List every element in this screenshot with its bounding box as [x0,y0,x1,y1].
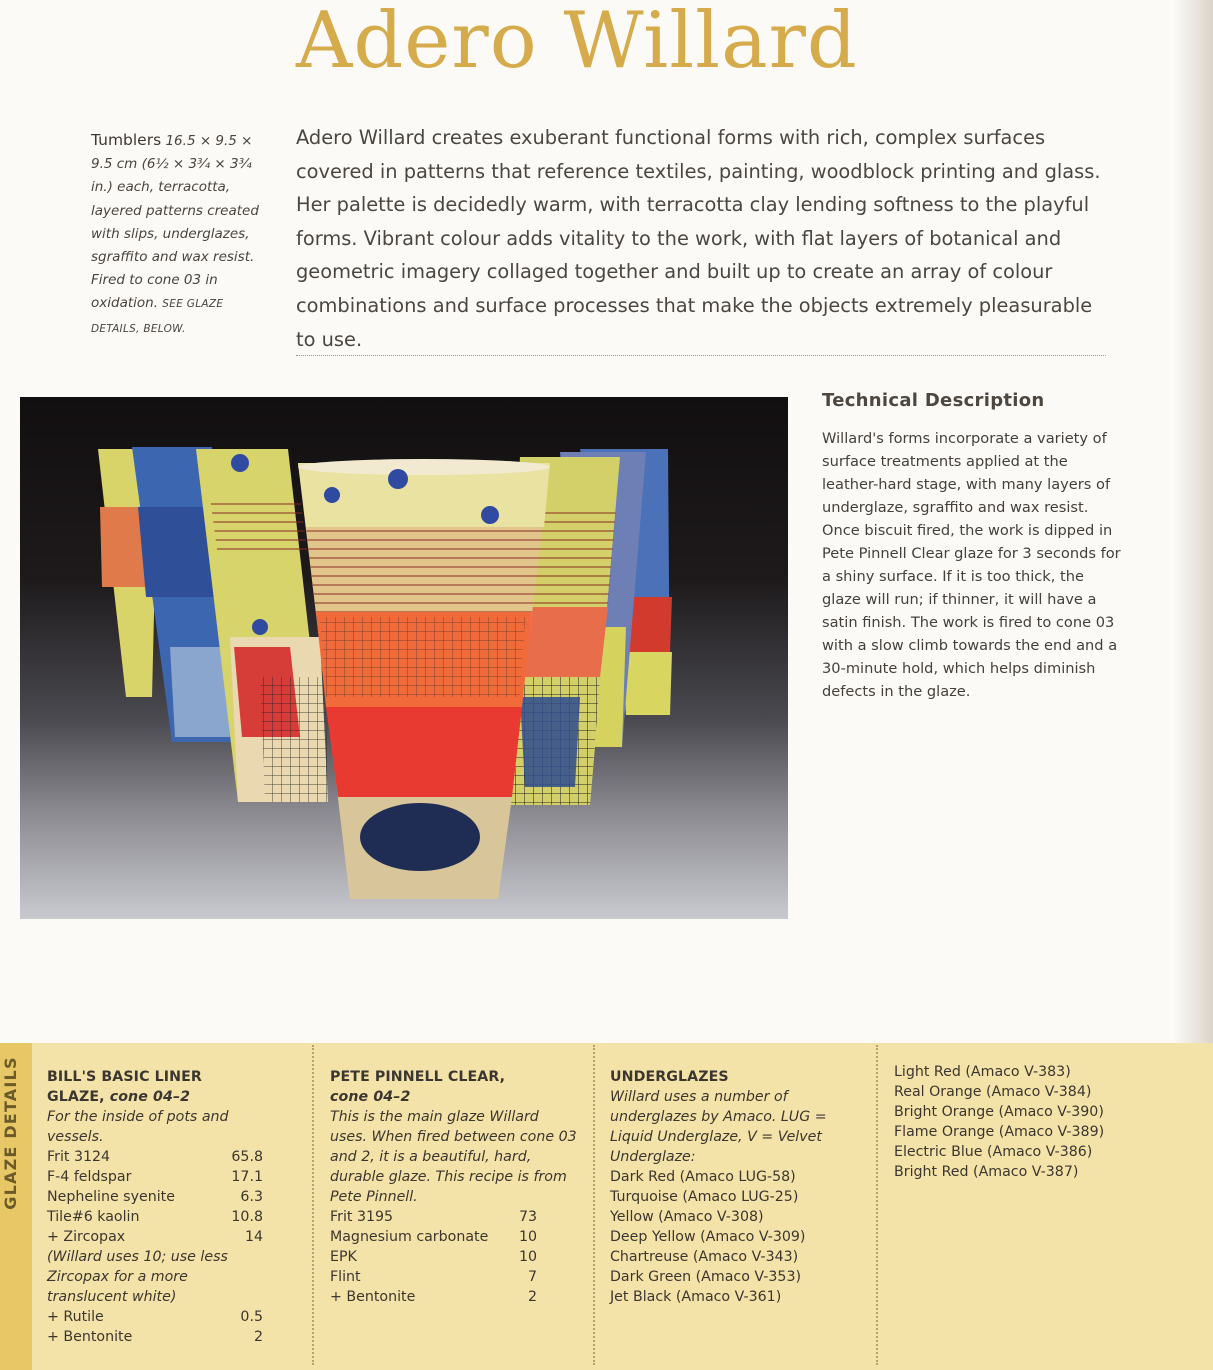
recipe-row: Nepheline syenite 6.3 [47,1189,263,1205]
glaze-details-label: GLAZE DETAILS [1,1056,20,1210]
tumblers-illustration [20,397,788,919]
technical-body: Willard's forms incorporate a variety of surface treatments applied at the leather-hard stage, with many layers of underglaze, sgraffito and wax resist. Once biscuit fired, the work is dipped in Pete Pinnell Clear glaze for 3 seconds for a shiny surface. If it is too thick, the glaze will run; if thinner, it will have a satin finish. The work is fired to cone 03 with a slow climb towards the end and a 30-minute hold, which helps diminish defects in the glaze. [822,430,1121,700]
underglaze-item: Chartreuse (Amaco V-343) [610,1249,799,1265]
column-divider [593,1045,595,1365]
recipe-row: + Bentonite 2 [330,1289,537,1305]
recipe-title: UNDERGLAZES [610,1069,729,1085]
recipe-row: F-4 feldspar 17.1 [47,1169,263,1185]
recipe-row: + Zircopax 14 [47,1229,263,1245]
recipe-title: BILL'S BASIC LINER GLAZE, cone 04–2 [47,1069,202,1105]
underglaze-item: Deep Yellow (Amaco V-309) [610,1229,806,1245]
recipe-row: Magnesium carbonate 10 [330,1229,537,1245]
caption-title: Tumblers [91,131,162,149]
underglaze-item: Real Orange (Amaco V-384) [894,1084,1092,1100]
recipe-row: Flint 7 [330,1269,537,1285]
underglaze-item: Turquoise (Amaco LUG-25) [610,1189,799,1205]
underglaze-item: Electric Blue (Amaco V-386) [894,1144,1093,1160]
underglazes [610,1067,860,1307]
recipe-row: Tile#6 kaolin 10.8 [47,1209,263,1225]
caption-text: 16.5 × 9.5 × 9.5 cm (6½ × 3¾ × 3¾ in.) each, terracotta, layered patterns created with slips, underglazes, sgraffito and wax resist. Fired to cone 03 in oxidation. [91,133,259,312]
underglazes-continued [894,1062,1144,1182]
recipe-note-zircopax: (Willard uses 10; use less Zircopax for a more translucent white) [47,1249,228,1305]
underglaze-item: Light Red (Amaco V-383) [894,1064,1071,1080]
column-divider [312,1045,314,1365]
recipe-row: Frit 3195 73 [330,1209,537,1225]
recipe-row: EPK 10 [330,1249,537,1265]
pete-pinnell-clear [330,1067,577,1307]
tumblers-photo [20,397,788,919]
underglaze-item: Bright Orange (Amaco V-390) [894,1104,1104,1120]
recipe-title: PETE PINNELL CLEAR, cone 04–2 [330,1069,506,1105]
divider [296,355,1106,356]
underglaze-item: Bright Red (Amaco V-387) [894,1164,1079,1180]
underglaze-item: Yellow (Amaco V-308) [610,1209,764,1225]
photo-caption [91,129,261,341]
recipe-note: This is the main glaze Willard uses. When fired between cone 03 and 2, it is a beautiful, hard, durable glaze. This recipe is from Pete Pinnell. [330,1109,577,1205]
column-divider [876,1045,878,1365]
page-title: Adero Willard [296,0,858,86]
underglaze-item: Dark Red (Amaco LUG-58) [610,1169,796,1185]
technical-heading: Technical Description [822,390,1045,411]
recipe-note: Willard uses a number of underglazes by Amaco. LUG = Liquid Underglaze, V = Velvet Underglaze: [610,1089,827,1165]
recipe-row: + Bentonite 2 [47,1329,263,1345]
bills-liner-glaze [47,1067,263,1347]
recipe-note: For the inside of pots and vessels. [47,1109,229,1145]
caption-see-more: SEE GLAZE DETAILS, BELOW. [91,298,224,335]
recipe-row: + Rutile 0.5 [47,1309,263,1325]
underglaze-item: Flame Orange (Amaco V-389) [894,1124,1105,1140]
underglaze-item: Jet Black (Amaco V-361) [610,1289,782,1305]
recipe-row: Frit 3124 65.8 [47,1149,263,1165]
underglaze-item: Dark Green (Amaco V-353) [610,1269,802,1285]
intro-paragraph: Adero Willard creates exuberant functional forms with rich, complex surfaces covered in patterns that reference textiles, painting, woodblock printing and glass. Her palette is decidedly warm, with terracotta clay lending softness to the playful forms. Vibrant colour adds vitality to the work, with flat layers of botanical and geometric imagery collaged together and built up to create an array of colour combinations and surface processes that make the objects extremely pleasurable to use. [296,126,1101,351]
